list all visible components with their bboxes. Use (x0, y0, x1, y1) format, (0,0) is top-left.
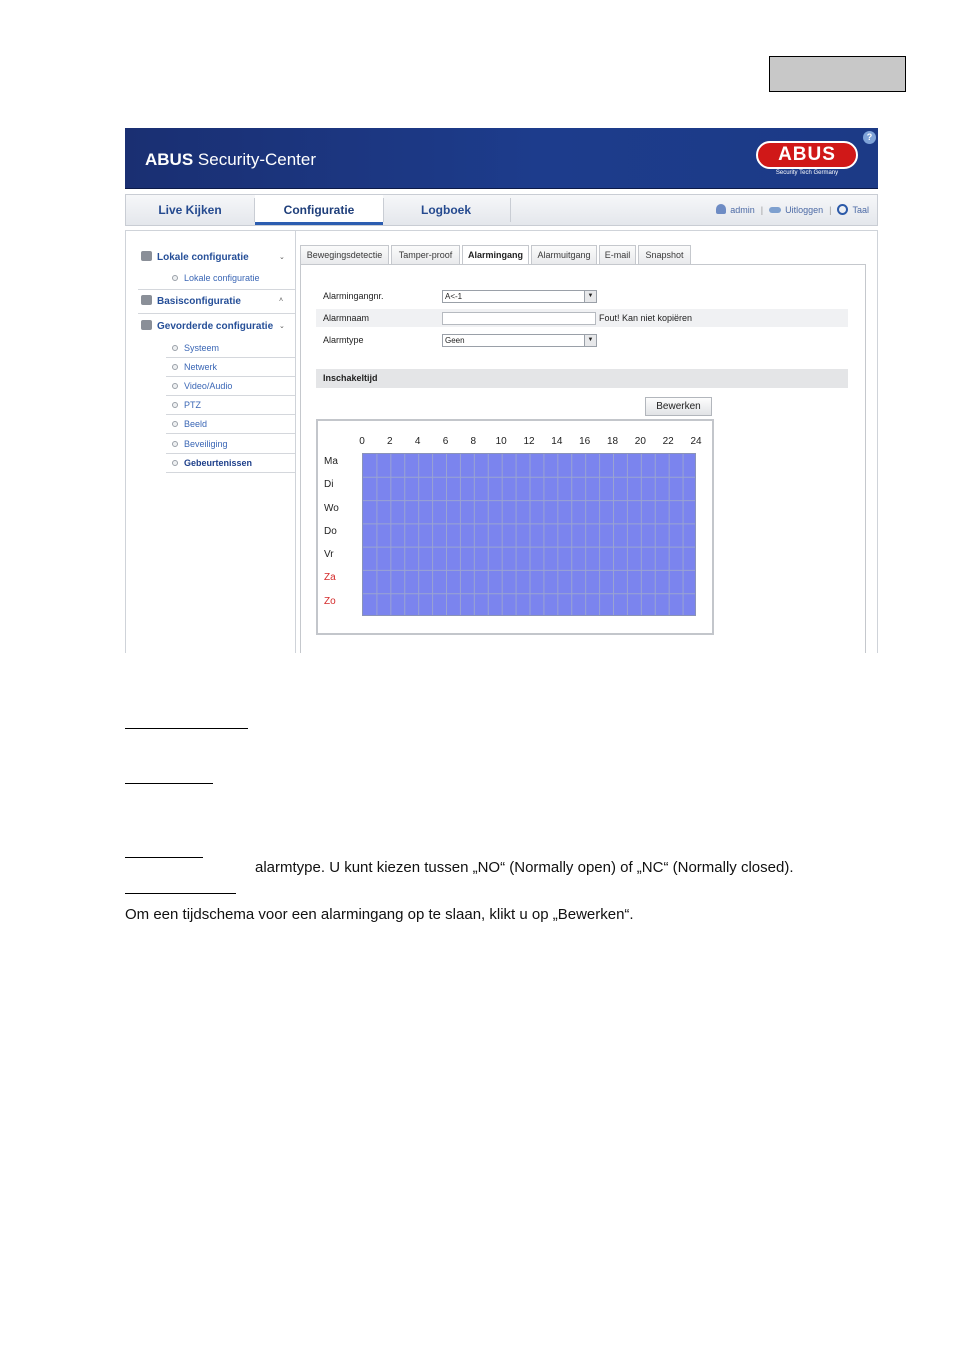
user-bar: admin | Uitloggen | Taal (716, 195, 869, 225)
alarm-type-label: Alarmtype (323, 335, 364, 345)
alarm-type-description: alarmtype. U kunt kiezen tussen „NO“ (Normally open) of „NC“ (Normally closed). (255, 859, 794, 876)
content-frame (125, 230, 878, 653)
chevron-down-icon[interactable]: ⌄ (279, 323, 285, 330)
sidebar-divider (138, 289, 295, 290)
gear-icon (141, 295, 152, 305)
chevron-down-icon[interactable]: ▼ (584, 335, 596, 346)
bullet-icon (172, 460, 178, 466)
underline-rule (125, 728, 248, 729)
sidebar-divider (138, 313, 295, 314)
wrench-icon (141, 320, 152, 330)
hour-label: 16 (579, 436, 591, 447)
input-number-label: Alarmingangnr. (323, 291, 384, 301)
main-nav (125, 194, 878, 226)
hour-label: 2 (387, 436, 393, 447)
hour-label: 22 (662, 436, 674, 447)
hour-label: 24 (690, 436, 702, 447)
logo-tagline: Security Tech Germany (775, 170, 839, 176)
sidebar-divider (166, 376, 295, 377)
bullet-icon (172, 421, 178, 427)
logout-link[interactable]: Uitloggen (785, 205, 824, 215)
hour-label: 0 (359, 436, 365, 447)
chevron-down-icon[interactable]: ▼ (584, 291, 596, 302)
monitor-icon (141, 251, 152, 261)
edit-button[interactable]: Bewerken (645, 397, 712, 416)
sidebar-divider (166, 472, 295, 473)
schedule-section-title: Inschakeltijd (316, 369, 848, 388)
underline-rule (125, 783, 213, 784)
sidebar-item-ptz[interactable]: PTZ (184, 400, 201, 410)
schedule-grid[interactable] (362, 453, 696, 616)
nav-divider (510, 198, 511, 222)
day-label: Ma (324, 456, 338, 467)
schedule-instruction: Om een tijdschema voor een alarmingang op te slaan, klikt u op „Bewerken“. (125, 906, 634, 923)
day-label: Di (324, 479, 334, 491)
chevron-down-icon[interactable]: ⌄ (279, 254, 285, 261)
tab-tamper-proof[interactable]: Tamper-proof (391, 245, 460, 265)
user-name[interactable]: admin (730, 205, 755, 215)
day-label: Wo (324, 502, 339, 514)
sidebar-item-beeld[interactable]: Beeld (184, 419, 208, 429)
sidebar-item-beveiliging[interactable]: Beveiliging (184, 439, 228, 449)
alarm-name-error: Fout! Kan niet kopiëren (599, 313, 693, 323)
sidebar-item-basic-config[interactable]: Basisconfiguratie (141, 295, 241, 307)
sidebar-divider (166, 395, 295, 396)
help-icon[interactable]: ? (863, 131, 876, 144)
sidebar-divider (166, 433, 295, 434)
page-number-box (769, 56, 906, 92)
alarm-type-select[interactable]: Geen ▼ (442, 334, 597, 347)
bullet-icon (172, 402, 178, 408)
tab-snapshot[interactable]: Snapshot (638, 245, 691, 265)
tab-live-kijken[interactable]: Live Kijken (158, 203, 222, 217)
abus-logo: ABUS (756, 141, 858, 169)
hour-label: 18 (606, 436, 619, 447)
tab-bewegingsdetectie[interactable]: Bewegingsdetectie (300, 245, 389, 265)
hour-label: 12 (523, 436, 535, 447)
bullet-icon (172, 383, 178, 389)
hour-label: 6 (442, 436, 449, 447)
chevron-up-icon[interactable]: ˄ (279, 297, 284, 304)
sidebar-item-netwerk[interactable]: Netwerk (184, 362, 218, 372)
schedule-grid-panel (316, 419, 714, 635)
hour-label: 14 (551, 436, 563, 447)
sidebar-item-gebeurtenissen[interactable]: Gebeurtenissen (184, 458, 253, 468)
day-label: Vr (324, 549, 334, 561)
sidebar-divider (166, 453, 295, 454)
language-link[interactable]: Taal (852, 205, 869, 215)
day-label: Do (324, 525, 337, 537)
sidebar-sub-local-config[interactable]: Lokale configuratie (184, 273, 260, 283)
underline-rule (125, 893, 236, 894)
tab-alarmingang[interactable]: Alarmingang (462, 245, 529, 265)
hour-label: 4 (414, 436, 421, 447)
alarm-name-input[interactable] (442, 312, 596, 325)
user-icon (716, 204, 726, 214)
hour-label: 20 (634, 436, 646, 447)
app-banner (125, 128, 878, 189)
tab-logboek[interactable]: Logboek (421, 203, 471, 217)
sidebar-item-advanced-config[interactable]: Gevorderde configuratie (141, 320, 273, 332)
day-label: Zo (324, 595, 336, 607)
hour-label: 10 (495, 436, 507, 447)
bullet-icon (172, 345, 178, 351)
bullet-icon (172, 441, 178, 447)
globe-icon (837, 204, 848, 215)
app-title: ABUS Security-Center (145, 150, 317, 169)
underline-rule (125, 857, 203, 858)
sidebar-divider (166, 414, 295, 415)
hour-label: 8 (470, 436, 477, 447)
sidebar-divider (166, 357, 295, 358)
tab-alarmuitgang[interactable]: Alarmuitgang (531, 245, 597, 265)
input-number-select[interactable]: A<-1 ▼ (442, 290, 597, 303)
alarm-name-label: Alarmnaam (323, 313, 370, 323)
day-label: Za (324, 572, 336, 584)
logout-icon (769, 207, 781, 213)
tab-configuratie[interactable]: Configuratie (255, 195, 383, 225)
tab-email[interactable]: E-mail (599, 245, 636, 265)
screenshot-frame (125, 128, 878, 653)
sidebar-item-systeem[interactable]: Systeem (184, 343, 220, 353)
sidebar-item-local-config[interactable]: Lokale configuratie (141, 251, 249, 263)
bullet-icon (172, 364, 178, 370)
sidebar (126, 231, 296, 653)
sidebar-item-video-audio[interactable]: Video/Audio (184, 381, 233, 391)
bullet-icon (172, 275, 178, 281)
